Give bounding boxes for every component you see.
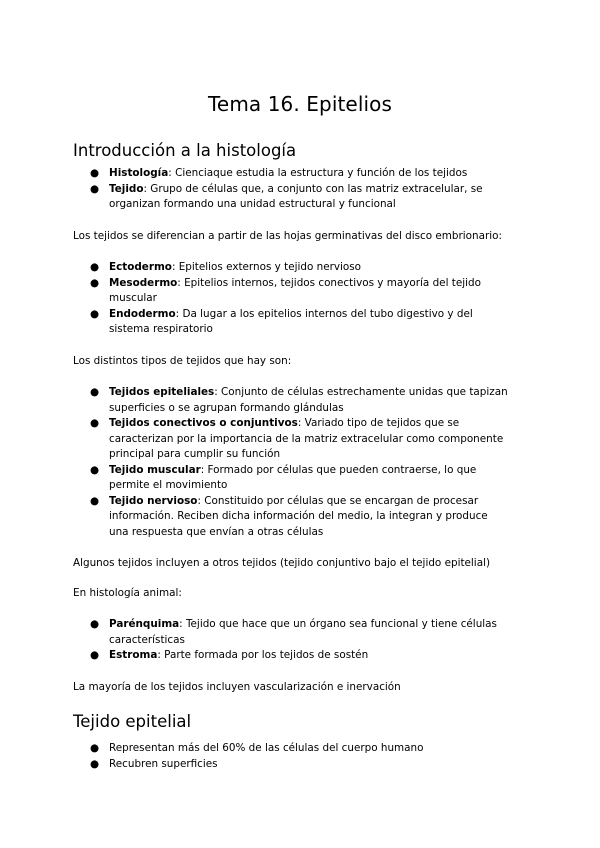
bullet-icon: ●: [90, 494, 100, 507]
term: Tejido nervioso: [109, 494, 198, 507]
paragraph: Algunos tejidos incluyen a otros tejidos (tejido conjuntivo bajo el tejido epitelial): [73, 557, 491, 569]
bullet-icon: ●: [90, 182, 100, 195]
bullet-icon: ●: [90, 742, 100, 754]
list-item: ● Tejido: Grupo de células que, a conjunto con las matriz extracelular, se organizan formando una unidad estructural y funcional: [90, 182, 483, 210]
list-item: ● Tejidos epiteliales: Conjunto de células estrechamente unidas que tapizan superficies o se agrupan formando glándulas: [90, 386, 508, 414]
list-item: ● Ectodermo: Epitelios externos y tejido nervioso: [73, 260, 543, 276]
list-item: ● Mesodermo: Epitelios internos, tejidos conectivos y mayoría del tejido muscular: [90, 276, 481, 304]
bullet-icon: ●: [90, 649, 100, 661]
list-item: ● Recubren superficies: [73, 757, 543, 773]
bullet-icon: ●: [90, 167, 100, 179]
animal-histology-list: [73, 617, 543, 664]
list-item: ● Tejido muscular: Formado por células que pueden contraerse, lo que permite el movimiento: [90, 463, 477, 491]
paragraph: La mayoría de los tejidos incluyen vascularización e inervación: [73, 681, 401, 693]
bullet-icon: ●: [90, 307, 100, 320]
paragraph: En histología animal:: [73, 587, 182, 599]
epithelial-list: [73, 741, 543, 772]
term: Endodermo: [109, 307, 176, 320]
list-item: ● Representan más del 60% de las células del cuerpo humano: [73, 741, 543, 757]
intro-definitions-list: [73, 166, 543, 213]
list-item: ● Tejidos conectivos o conjuntivos: Variado tipo de tejidos que se caracterizan por la importancia de la matriz extracelular como componente principal para cumplir su función: [90, 417, 504, 460]
germ-layers-list: [73, 260, 543, 338]
term: Tejido muscular: [109, 463, 201, 476]
bullet-icon: ●: [90, 276, 100, 289]
list-item: ● Estroma: Parte formada por los tejidos de sostén: [73, 648, 543, 664]
document-title: Tema 16. Epitelios: [208, 92, 392, 116]
list-item: ● Parénquima: Tejido que hace que un órgano sea funcional y tiene células características: [90, 618, 497, 646]
paragraph: Los distintos tipos de tejidos que hay son:: [73, 355, 292, 367]
bullet-icon: ●: [90, 261, 100, 273]
list-item: ● Endodermo: Da lugar a los epitelios internos del tubo digestivo y del sistema respiratorio: [90, 307, 473, 335]
tissue-types-list: [73, 385, 543, 540]
term: Ectodermo: [109, 261, 172, 273]
section-heading-introduccion: Introducción a la histología: [73, 141, 297, 160]
term: Tejido: [109, 182, 144, 195]
list-item: ● Histología: Cienciaque estudia la estructura y función de los tejidos: [73, 166, 543, 182]
term: Parénquima: [109, 618, 180, 630]
bullet-icon: ●: [90, 618, 100, 630]
bullet-icon: ●: [90, 757, 100, 770]
term: Estroma: [109, 649, 158, 661]
bullet-icon: ●: [90, 463, 100, 476]
section-heading-tejido-epitelial: Tejido epitelial: [73, 712, 192, 731]
paragraph: Los tejidos se diferencian a partir de las hojas germinativas del disco embrionario:: [73, 230, 502, 242]
term: Mesodermo: [109, 276, 178, 289]
term: Tejidos epiteliales: [109, 386, 215, 398]
term: Histología: [109, 167, 169, 179]
list-item: ● Tejido nervioso: Constituido por células que se encargan de procesar información. Reciben dicha información del medio, la integran y produce una respuesta que envían a otras células: [90, 494, 488, 538]
bullet-icon: ●: [90, 417, 100, 429]
bullet-icon: ●: [90, 386, 100, 398]
term: Tejidos conectivos o conjuntivos: [109, 417, 298, 429]
